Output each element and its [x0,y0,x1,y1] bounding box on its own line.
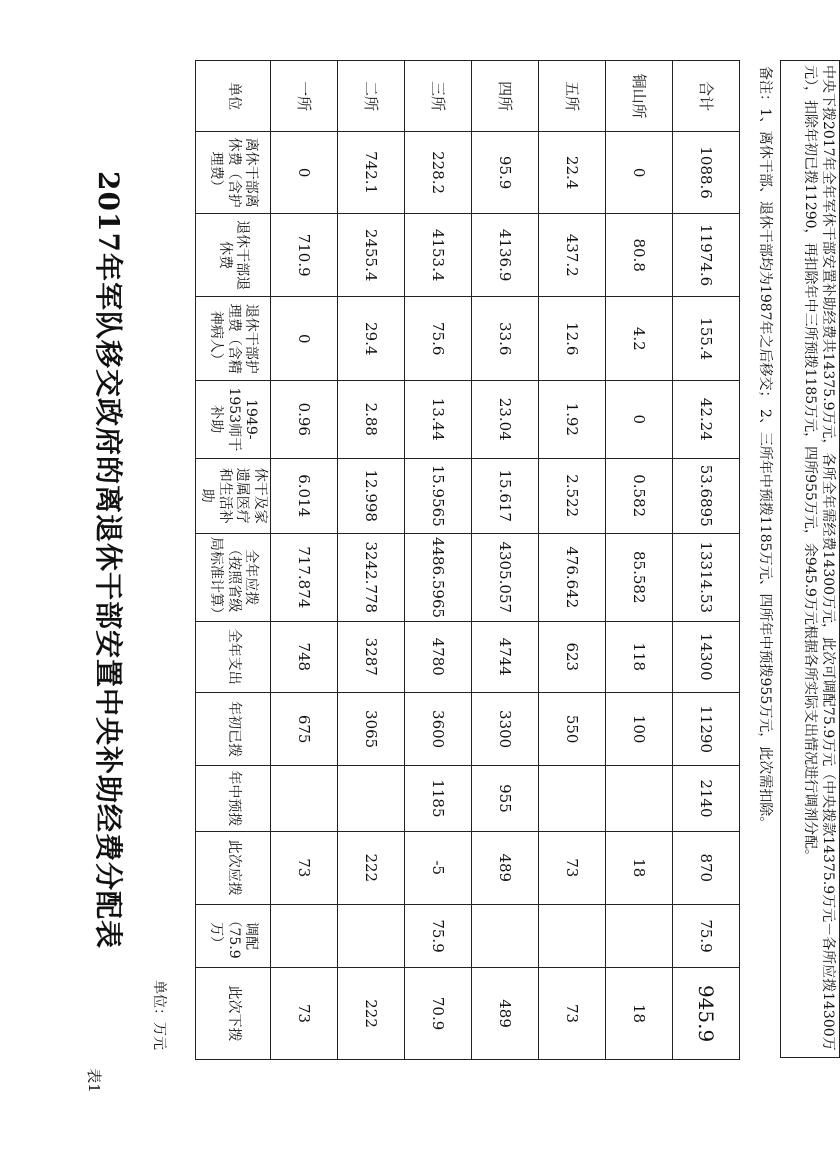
table-cell: 748 [271,621,338,692]
table-cell: 80.8 [606,213,673,297]
table-cell: 155.4 [673,297,740,381]
table-cell: 29.4 [338,297,405,381]
table-cell [539,766,606,831]
table-cell: 三所 [405,61,472,132]
column-header: 此次应拨 [196,831,271,904]
table-cell: 742.1 [338,132,405,214]
table-cell: 3300 [472,692,539,765]
remark-note: 备注：1、离休干部、退休干部均为1987年之后移交； 2、三所年中预拨1185万元、四所年中预拨955万元，此次需扣除。 [757,66,773,831]
table-cell: 1185 [405,766,472,831]
table-cell: 二所 [338,61,405,132]
table-cell: 2.522 [539,458,606,533]
table-cell: 4780 [405,621,472,692]
column-header: 全年应拨（按照省级局标准计算） [196,533,271,621]
table-cell: 3065 [338,692,405,765]
table-cell: 4305.057 [472,533,539,621]
table-cell [606,766,673,831]
table-cell: 0.582 [606,458,673,533]
summary-note: 中央下拨2017年全年军休干部安置补助经费共14375.9万元，各所全年需经费14300万元，此次可调配75.9万元（中央拨款14375.9万元－各所应拨14300万元），扣除年初已拨11290，再扣除年中三所预拨1185万元，四所955万元，余945.9万元根据各所实际支出情况进行调剂分配。 [780,60,840,1058]
table-cell: 476.642 [539,533,606,621]
table-cell: 70.9 [405,968,472,1060]
table-cell: 13.44 [405,381,472,458]
table-cell: 五所 [539,61,606,132]
table-cell: 870 [673,831,740,904]
table-cell: 1.92 [539,381,606,458]
table-cell: 18 [606,831,673,904]
table-cell: 945.9 [673,968,740,1060]
table-cell: 12.998 [338,458,405,533]
table-cell: 14300 [673,621,740,692]
table-cell: 4486.5965 [405,533,472,621]
table-cell: 623 [539,621,606,692]
table-cell: 75.9 [673,904,740,967]
table-cell: 11974.6 [673,213,740,297]
table-cell: 11290 [673,692,740,765]
table-cell [271,904,338,967]
table-cell: 4.2 [606,297,673,381]
table-cell: 18 [606,968,673,1060]
table-cell: 75.9 [405,904,472,967]
table-cell: 0.96 [271,381,338,458]
table-cell: 4136.9 [472,213,539,297]
table-cell: 22.4 [539,132,606,214]
table-cell: 0 [606,132,673,214]
table-cell: 53.6895 [673,458,740,533]
table-cell [338,904,405,967]
table-row [338,61,405,1060]
table-cell: 合计 [673,61,740,132]
table-cell: 42.24 [673,381,740,458]
table-cell: 73 [271,831,338,904]
table-cell: 100 [606,692,673,765]
table-cell: 23.04 [472,381,539,458]
table-cell: 437.2 [539,213,606,297]
rotated-document [20,60,836,1060]
table-cell: 33.6 [472,297,539,381]
table-cell: 15.617 [472,458,539,533]
table-row [405,61,472,1060]
column-header: 退休干部退休费 [196,213,271,297]
column-header: 年中预拨 [196,766,271,831]
table-cell: 2.88 [338,381,405,458]
column-header: 休干及家遗属医疗和生活补助 [196,458,271,533]
column-header: 全年支出 [196,621,271,692]
table-cell: 13314.53 [673,533,740,621]
column-header: 单位 [196,61,271,132]
table-cell: 75.6 [405,297,472,381]
table-cell: 2140 [673,766,740,831]
table-cell [472,904,539,967]
table-header-row [196,61,271,1060]
table-cell: 85.582 [606,533,673,621]
table-cell: 铜山所 [606,61,673,132]
table-cell: 550 [539,692,606,765]
table-cell: 675 [271,692,338,765]
table-cell: 一所 [271,61,338,132]
table-cell: 228.2 [405,132,472,214]
table-cell: 0 [606,381,673,458]
table-cell: 489 [472,831,539,904]
table-cell: 73 [271,968,338,1060]
page-label: 表1 [84,1068,103,1093]
table-cell: 四所 [472,61,539,132]
table-cell: 12.6 [539,297,606,381]
table-cell: 15.9565 [405,458,472,533]
table-cell: 73 [539,968,606,1060]
table-row [271,61,338,1060]
table-row [472,61,539,1060]
table-cell: 0 [271,132,338,214]
document-title: 2017年军队移交政府的离退休干部安置中央补助经费分配表 [92,171,125,949]
column-header: 此次下拨 [196,968,271,1060]
allocation-table [195,60,740,1060]
table-cell: 4153.4 [405,213,472,297]
unit-label: 单位：万元 [151,980,167,1050]
table-cell: 222 [338,968,405,1060]
column-header: 退休干部护理费（含精神病人） [196,297,271,381]
table-cell: 710.9 [271,213,338,297]
table-cell [271,766,338,831]
table-cell [539,904,606,967]
table-cell: 2455.4 [338,213,405,297]
column-header: 1949-1953师干补助 [196,381,271,458]
table-cell: 4744 [472,621,539,692]
table-cell: 0 [271,297,338,381]
table-cell: 1088.6 [673,132,740,214]
column-header: 年初已拨 [196,692,271,765]
table-cell [338,766,405,831]
table-cell: 3242.778 [338,533,405,621]
table-cell: 955 [472,766,539,831]
table-row [606,61,673,1060]
table-row [539,61,606,1060]
column-header: 调配（75.9万） [196,904,271,967]
table-row [673,61,740,1060]
table-cell: 222 [338,831,405,904]
table-cell [606,904,673,967]
table-cell: -5 [405,831,472,904]
table-cell: 95.9 [472,132,539,214]
table-cell: 3287 [338,621,405,692]
table-cell: 118 [606,621,673,692]
table-cell: 489 [472,968,539,1060]
column-header: 离休干部离休费（含护理费） [196,132,271,214]
table-cell: 3600 [405,692,472,765]
table-cell: 6.014 [271,458,338,533]
table-cell: 73 [539,831,606,904]
table-cell: 717.874 [271,533,338,621]
